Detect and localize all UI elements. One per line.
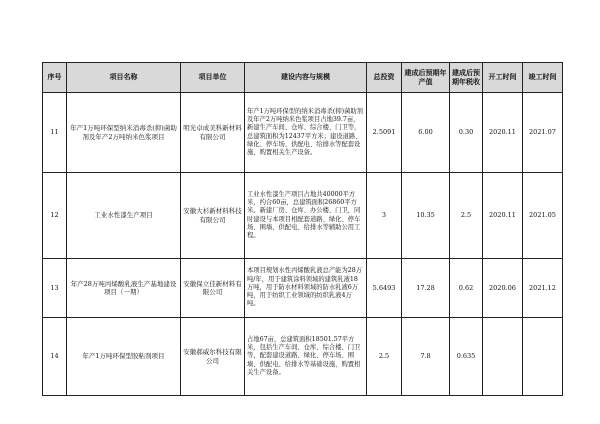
- cell-invest: 2.5: [367, 318, 402, 396]
- table-row: [43, 173, 563, 259]
- cell-seq: 11: [43, 93, 67, 173]
- cell-unit: 安徽保立佳新材料有限公司: [181, 259, 245, 318]
- header-content: 建设内容与规模: [245, 63, 367, 93]
- cell-output: 6.00: [402, 93, 450, 173]
- cell-content: 本项目规划水性丙烯酸乳液总产能为28万吨/年，用于建筑涂料领域的建筑乳液18万吨，用于防水材料领域的防水乳液6万吨，用于纺织工业领域的纺织乳液4万吨。: [245, 259, 367, 318]
- cell-end: 2021.05: [523, 173, 563, 259]
- cell-end: [523, 318, 563, 396]
- cell-content: 工业水性漆生产项目占地共40000平方米，约合60亩，总建筑面积26860平方米。新建厂房、仓库、办公楼、门卫，同时建设与本项目相配套道路、绿化、停车场、围墙、供配电、给排水等辅助公用工程。: [245, 173, 367, 259]
- cell-unit: 安徽郝威尔科技有限公司: [181, 318, 245, 396]
- cell-unit: 明光卓成美科新材料有限公司: [181, 93, 245, 173]
- header-seq: 序号: [43, 63, 67, 93]
- cell-output: 17.28: [402, 259, 450, 318]
- header-end: 竣工时间: [523, 63, 563, 93]
- table-row: [43, 259, 563, 318]
- cell-name: 年产1万吨环保型胶粘剂项目: [67, 318, 181, 396]
- project-table: [42, 62, 563, 396]
- cell-seq: 14: [43, 318, 67, 396]
- header-tax: 建成后预期年税收: [450, 63, 483, 93]
- cell-start: 2020.11: [483, 93, 523, 173]
- header-output: 建成后预期年产值: [402, 63, 450, 93]
- cell-output: 7.8: [402, 318, 450, 396]
- cell-invest: 3: [367, 173, 402, 259]
- cell-seq: 13: [43, 259, 67, 318]
- table-row: [43, 318, 563, 396]
- cell-start: 2020.06: [483, 259, 523, 318]
- cell-output: 10.35: [402, 173, 450, 259]
- cell-tax: 0.30: [450, 93, 483, 173]
- cell-tax: 0.62: [450, 259, 483, 318]
- cell-name: 年产1万吨环保型纳米消毒杀(抑)菌助剂及年产2万吨纳米色浆项目: [67, 93, 181, 173]
- table-header-row: [43, 63, 563, 93]
- cell-invest: 2.5091: [367, 93, 402, 173]
- cell-end: 2021.07: [523, 93, 563, 173]
- cell-content: 占地67亩，总建筑面积18501.57平方米，包括生产车间、仓库、综合楼、门卫等，配套建设道路、绿化、停车场、围墙、供配电、给排水等基础设施，购置相关生产设备。: [245, 318, 367, 396]
- cell-unit: 安徽大杉新材料科技有限公司: [181, 173, 245, 259]
- project-table-container: [42, 62, 562, 396]
- cell-name: 年产28万吨丙烯酸乳液生产基地建设项目（一期）: [67, 259, 181, 318]
- cell-seq: 12: [43, 173, 67, 259]
- header-invest: 总投资: [367, 63, 402, 93]
- cell-tax: 0.635: [450, 318, 483, 396]
- header-start: 开工时间: [483, 63, 523, 93]
- cell-start: [483, 318, 523, 396]
- cell-content: 年产1万吨环保型的纳米消毒杀(抑)菌助剂及年产2万吨纳米色浆项目占地39.7亩，新建生产车间、仓库、综合楼、门卫等，总建筑面积为12437平方米；建设道路、绿化、停车场、供配电、给排水等配套设施，购置相关生产设备。: [245, 93, 367, 173]
- cell-end: 2021.12: [523, 259, 563, 318]
- cell-invest: 5.6493: [367, 259, 402, 318]
- header-unit: 项目单位: [181, 63, 245, 93]
- table-row: [43, 93, 563, 173]
- cell-start: 2020.11: [483, 173, 523, 259]
- cell-name: 工业水性漆生产项目: [67, 173, 181, 259]
- cell-tax: 2.5: [450, 173, 483, 259]
- header-name: 项目名称: [67, 63, 181, 93]
